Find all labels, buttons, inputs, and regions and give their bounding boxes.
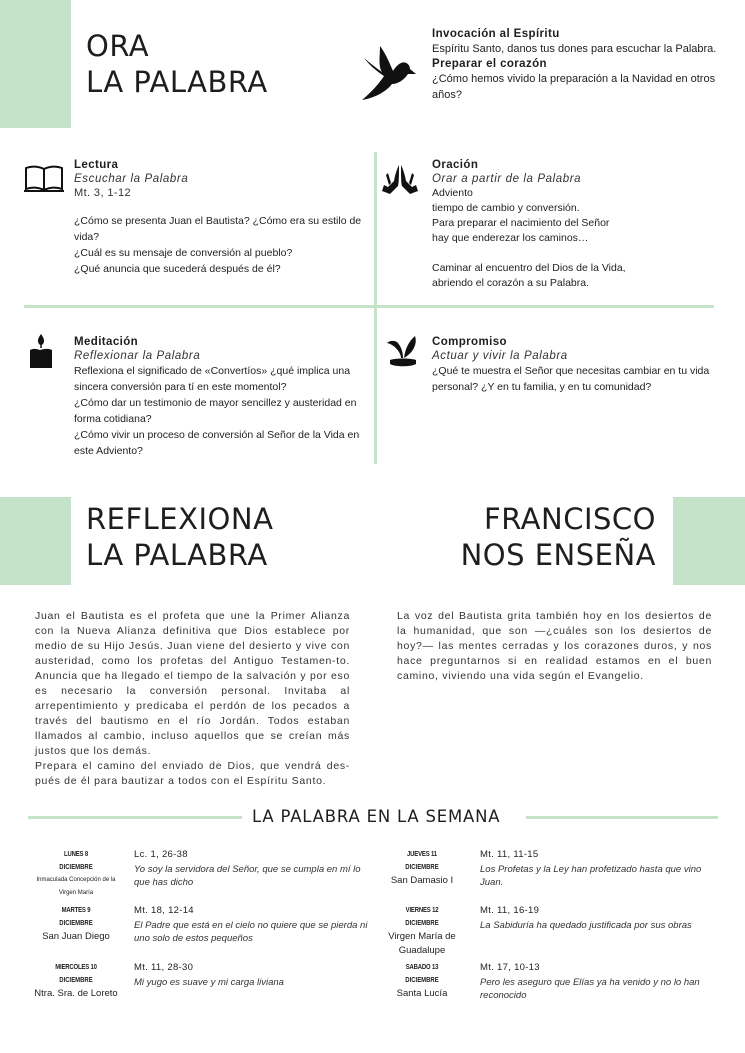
day-label: LUNES 8	[64, 851, 88, 858]
preparar-text: ¿Cómo hemos vivido la preparación a la Navidad en otros años?	[432, 73, 716, 101]
reading-viernes	[480, 905, 715, 932]
reading-jueves	[480, 849, 715, 889]
day-lunes	[28, 848, 124, 900]
meditacion-question: ¿Cómo dar un testimonio de mayor sencillez y austeridad en forma cotidiana?	[74, 397, 357, 425]
reading-miercoles	[134, 962, 374, 989]
meditacion-question: ¿Cómo vivir un proceso de conversión al Señor de la Vida en este Adviento?	[74, 429, 360, 457]
invocacion-title: Invocación al Espíritu	[432, 28, 560, 40]
green-block-top-left	[0, 0, 71, 128]
preparar-title: Preparar el corazón	[432, 58, 547, 70]
ora-title	[86, 28, 268, 100]
ora-title-line1: ORA	[86, 29, 150, 63]
day-label: MARTES 9	[61, 907, 91, 914]
francisco-paragraph: La voz del Bautista grita también hoy en los desiertos de la humanidad, que son —¿cuáles son los desiertos de hoy?— las mentes cerradas y los corazones duros, y nos hace preguntarnos si en realidad estamos en el buen camino, viviendo una vida según el Evangelio.	[397, 610, 712, 682]
day-sabado	[374, 961, 470, 1001]
reading-ref: Mt. 17, 10-13	[480, 962, 540, 973]
meditacion-section	[74, 336, 366, 459]
ora-right-column	[432, 28, 717, 103]
day-saint: San Juan Diego	[42, 931, 110, 942]
reading-martes	[134, 905, 374, 945]
lectura-subtitle: Escuchar la Palabra	[74, 173, 189, 185]
day-label: MIERCOLES 10	[55, 964, 97, 971]
praying-hands-icon	[382, 161, 418, 195]
lectura-question: ¿Cuál es su mensaje de conversión al pueblo?	[74, 247, 293, 259]
francisco-title-line2: NOS ENSEÑA	[460, 538, 656, 572]
ora-title-line2: LA PALABRA	[86, 65, 268, 99]
reflexiona-title-line2: LA PALABRA	[86, 538, 268, 572]
reading-ref: Mt. 18, 12-14	[134, 905, 194, 916]
reading-text: La Sabiduría ha quedado justificada por sus obras	[480, 920, 692, 931]
reading-ref: Mt. 11, 28-30	[134, 962, 194, 973]
oracion-section	[432, 159, 717, 291]
day-label: SABADO 13	[405, 964, 439, 971]
reflexiona-title-line1: REFLEXIONA	[86, 502, 274, 536]
oracion-title: Oración	[432, 159, 479, 171]
sprout-icon	[387, 334, 419, 370]
compromiso-title: Compromiso	[432, 336, 507, 348]
day-month: DICIEMBRE	[59, 977, 93, 984]
reading-text: El Padre que está en el cielo no quiere que se pierda ni uno solo de estos pequeños	[134, 920, 368, 944]
reading-ref: Lc. 1, 26-38	[134, 849, 188, 860]
day-label: VIERNES 12	[405, 907, 439, 914]
reflexiona-paragraph: Prepara el camino del enviado de Dios, que vendrá des-pués de él para bautizar a todos con el Espíritu Santo.	[35, 760, 350, 787]
reading-lunes	[134, 849, 374, 889]
oracion-line: tiempo de cambio y conversión.	[432, 202, 580, 214]
reading-ref: Mt. 11, 16-19	[480, 905, 540, 916]
day-saint: Inmaculada Concepción de la Virgen María	[36, 877, 116, 896]
book-icon	[24, 163, 64, 193]
reflexiona-title	[86, 501, 273, 573]
day-month: DICIEMBRE	[59, 864, 93, 871]
reading-text: Pero les aseguro que Elías ya ha venido y no lo han reconocido	[480, 977, 700, 1001]
semana-rule-left	[28, 816, 242, 819]
oracion-blank	[432, 246, 717, 261]
meditacion-title: Meditación	[74, 336, 139, 348]
lectura-questions	[74, 213, 364, 277]
day-viernes	[374, 904, 470, 958]
day-jueves	[374, 848, 470, 888]
oracion-line: hay que enderezar los caminos…	[432, 232, 589, 244]
day-saint: Ntra. Sra. de Loreto	[34, 988, 118, 999]
meditacion-question: Reflexiona el significado de «Convertíos» ¿qué implica una sincera conversión para tí en este momentol?	[74, 365, 351, 393]
semana-title: LA PALABRA EN LA SEMANA	[252, 807, 501, 826]
grid-horizontal-divider	[24, 305, 714, 308]
oracion-line: Para preparar el nacimiento del Señor	[432, 217, 610, 229]
francisco-title-line1: FRANCISCO	[484, 502, 656, 536]
day-miercoles	[28, 961, 124, 1001]
compromiso-section	[432, 336, 717, 395]
oracion-line: Adviento	[432, 187, 473, 199]
day-saint: San Damasio I	[390, 875, 454, 886]
day-month: DICIEMBRE	[405, 920, 439, 927]
reflexiona-text	[35, 609, 350, 789]
francisco-title	[380, 501, 656, 573]
reflexiona-paragraph: Juan el Bautista es el profeta que une la Primer Alianza con la Nueva Alianza definitiva que Dios establece por medio de su Hijo Jesús. Juan viene del desierto y vive con austeridad, como los profetas del Antiguo Testamen-to. Anuncia que ha llegado el tiempo de la salvación y por eso es necesario la conversión personal. Invitaba al arrepentimiento y predicaba el perdón de los pecados a través del bautismo en el río Jordán. Todos estaban llamados al cambio, incluso aquellos que se creían más justos que los demás.	[35, 610, 350, 757]
day-month: DICIEMBRE	[405, 864, 439, 871]
reading-text: Yo soy la servidora del Señor, que se cumpla en mí lo que has dicho	[134, 864, 361, 888]
day-saint: Virgen María de Guadalupe	[388, 931, 456, 956]
day-month: DICIEMBRE	[405, 977, 439, 984]
invocacion-text: Espíritu Santo, danos tus dones para escuchar la Palabra.	[432, 43, 717, 55]
francisco-text	[397, 609, 712, 684]
green-block-mid-right	[673, 497, 745, 585]
compromiso-subtitle: Actuar y vivir la Palabra	[432, 350, 568, 362]
lectura-section	[74, 159, 364, 277]
oracion-line: Caminar al encuentro del Dios de la Vida,	[432, 262, 626, 274]
semana-rule-right	[526, 816, 718, 819]
reading-text: Los Profetas y la Ley han profetizado hasta que vino Juan.	[480, 864, 702, 888]
day-saint: Santa Lucía	[396, 988, 448, 999]
grid-vertical-divider	[374, 152, 377, 464]
day-martes	[28, 904, 124, 944]
reading-text: Mi yugo es suave y mi carga liviana	[134, 977, 284, 988]
day-month: DICIEMBRE	[59, 920, 93, 927]
lectura-title: Lectura	[74, 159, 119, 171]
lectura-question: ¿Qué anuncia que sucederá después de él?	[74, 263, 281, 275]
compromiso-text: ¿Qué te muestra el Señor que necesitas cambiar en tu vida personal? ¿Y en tu familia, y en tu comunidad?	[432, 365, 710, 393]
meditacion-questions	[74, 363, 366, 459]
reading-sabado	[480, 962, 715, 1002]
lectura-question: ¿Cómo se presenta Juan el Bautista? ¿Cómo era su estilo de vida?	[74, 215, 362, 243]
day-label: JUEVES 11	[407, 851, 437, 858]
oracion-text	[432, 186, 717, 291]
oracion-subtitle: Orar a partir de la Palabra	[432, 173, 582, 185]
dove-icon	[360, 44, 418, 104]
green-block-mid-left	[0, 497, 71, 585]
reading-ref: Mt. 11, 11-15	[480, 849, 539, 860]
candle-icon	[28, 334, 54, 370]
meditacion-subtitle: Reflexionar la Palabra	[74, 350, 201, 362]
lectura-reference: Mt. 3, 1-12	[74, 187, 131, 199]
oracion-line: abriendo el corazón a su Palabra.	[432, 277, 590, 289]
